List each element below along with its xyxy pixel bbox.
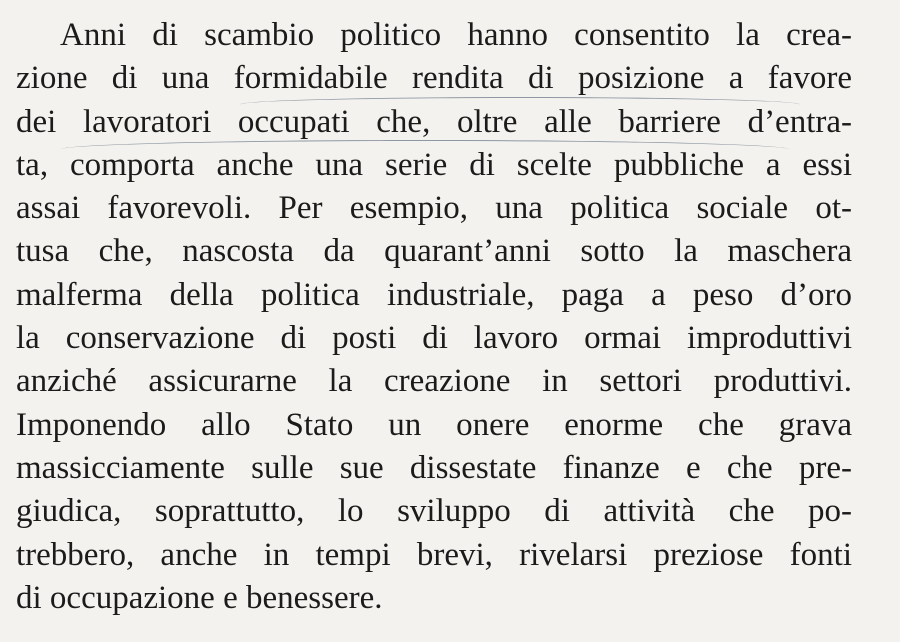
text-line: giudica, soprattutto, lo sviluppo di attività che po-: [16, 493, 852, 530]
text-line: di occupazione e benessere.: [16, 579, 383, 616]
text-line: massicciamente sulle sue dissestate finanze e che pre-: [16, 449, 852, 486]
text-line: la conservazione di posti di lavoro ormai improduttivi: [16, 320, 852, 357]
pen-underline: [60, 140, 790, 159]
pen-underline: [240, 97, 800, 112]
text-line: Imponendo allo Stato un onere enorme che grava: [16, 406, 852, 443]
text-line: assai favorevoli. Per esempio, una politica sociale ot-: [16, 190, 852, 227]
text-line: malferma della politica industriale, paga a peso d’oro: [16, 276, 852, 313]
text-line: tusa che, nascosta da quarant’anni sotto la maschera: [16, 233, 852, 270]
text-line: zione di una formidabile rendita di posizione a favore: [16, 60, 852, 97]
text-line: dei lavoratori occupati che, oltre alle barriere d’entra-: [16, 103, 852, 140]
text-line: anziché assicurarne la creazione in settori produttivi.: [16, 363, 852, 400]
text-line: ta, comporta anche una serie di scelte pubbliche a essi: [16, 146, 852, 183]
text-line: trebbero, anche in tempi brevi, rivelarsi preziose fonti: [16, 536, 852, 573]
text-line: Anni di scambio politico hanno consentito la crea-: [60, 17, 852, 53]
